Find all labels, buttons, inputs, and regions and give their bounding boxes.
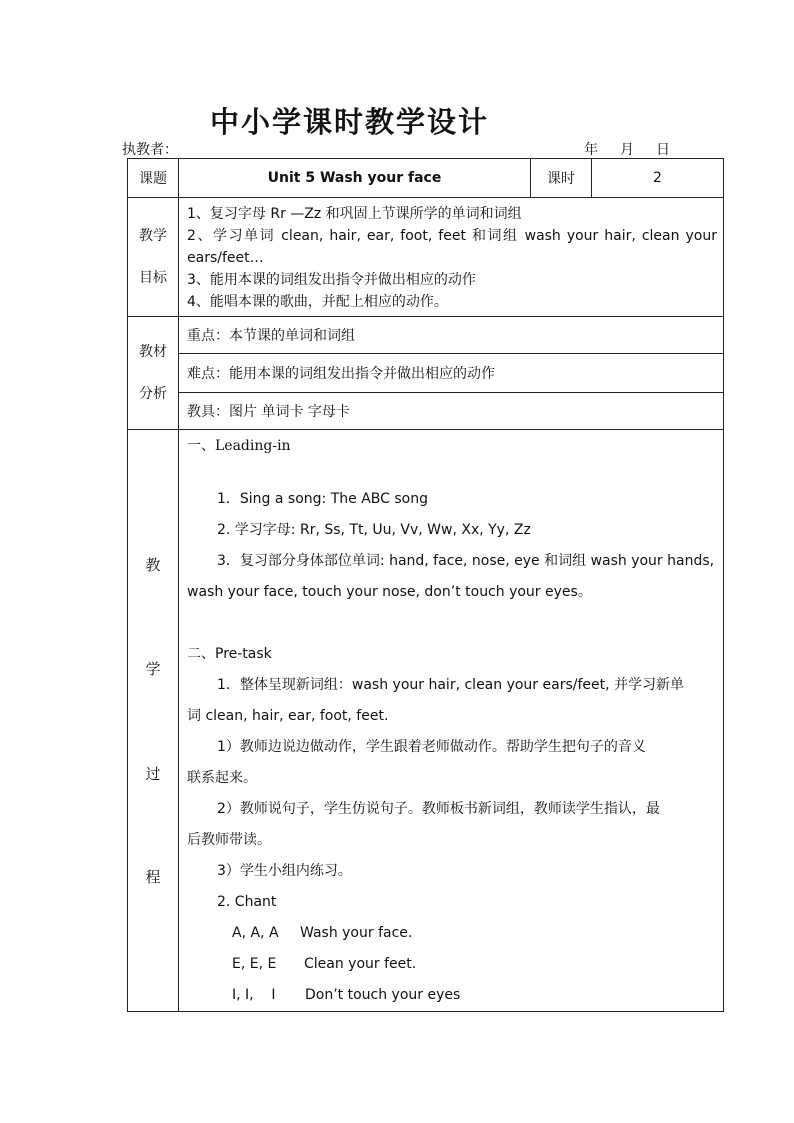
goals-label-1: 教学: [139, 228, 167, 244]
analysis-label: [128, 317, 179, 430]
teacher-label: 执教者：: [122, 142, 178, 158]
step: 2. Chant: [217, 894, 277, 910]
goals-content: [179, 198, 724, 317]
substep: 3）学生小组内练习。: [217, 863, 352, 879]
chant-line: [187, 980, 719, 1011]
date-line: [584, 139, 692, 159]
goal-item: 3、能用本课的词组发出指令并做出相应的动作: [187, 271, 476, 288]
process-label-char: 过: [145, 765, 161, 783]
lesson-plan-table: [127, 158, 724, 1012]
month-label: 月: [620, 142, 634, 158]
hours-value: 2: [592, 159, 724, 198]
page-title: 中小学课时教学设计: [210, 105, 490, 139]
process-label-char: 学: [145, 660, 161, 678]
process-label-char: 教: [145, 556, 161, 574]
process-row: [128, 430, 724, 1012]
key-point: 重点：本节课的单词和词组: [179, 317, 724, 354]
analysis-row-2: [128, 354, 724, 393]
step-continuation: 词 clean, hair, ear, foot, feet.: [187, 708, 389, 724]
analysis-label-1: 教材: [139, 344, 167, 360]
goals-label: [128, 198, 179, 317]
difficulty: 难点：能用本课的词组发出指令并做出相应的动作: [179, 354, 724, 393]
topic-row: [128, 159, 724, 198]
goals-row: [128, 198, 724, 317]
section-heading: 二、Pre-task: [187, 646, 272, 662]
chant-phrase: Clean your feet.: [304, 956, 417, 972]
substep: 2）教师说句子，学生仿说句子。教师板书新词组，教师读学生指认，最: [217, 801, 660, 817]
substep-continuation: 后教师带读。: [187, 832, 271, 848]
day-label: 日: [656, 142, 670, 158]
step-continuation: wash your face, touch your nose, don’t touch your eyes。: [187, 584, 592, 600]
goals-label-2: 目标: [139, 270, 167, 286]
chant-line: [187, 949, 719, 980]
step: 1．整体呈现新词组：wash your hair, clean your ears/feet, 并学习新单: [217, 677, 685, 693]
goal-item: 2、学习单词 clean, hair, ear, foot, feet 和词组 wash your hair, clean your ears/feet…: [187, 227, 717, 266]
process-label-char: 程: [145, 868, 161, 886]
hours-label: 课时: [531, 159, 592, 198]
chant-line: [187, 918, 719, 949]
chant-letters: I, I, I: [232, 987, 276, 1003]
teaching-tools: 教具：图片 单词卡 字母卡: [179, 393, 724, 430]
step: 3．复习部分身体部位单词: hand, face, nose, eye 和词组 wash your hands,: [217, 553, 715, 569]
chant-phrase: Wash your face.: [300, 925, 413, 941]
analysis-label-2: 分析: [139, 386, 167, 402]
chant-phrase: Don’t touch your eyes: [305, 987, 461, 1003]
process-content: [179, 430, 724, 1012]
goal-item: 1、复习字母 Rr —Zz 和巩固上节课所学的单词和词组: [187, 205, 522, 222]
step: 1．Sing a song: The ABC song: [217, 491, 428, 507]
chant-letters: A, A, A: [232, 925, 279, 941]
section-heading: 一、Leading-in: [187, 438, 291, 454]
analysis-row-3: [128, 393, 724, 430]
analysis-row-1: [128, 317, 724, 354]
substep: 1）教师边说边做动作，学生跟着老师做动作。帮助学生把句子的音义: [217, 739, 646, 755]
chant-letters: E, E, E: [232, 956, 277, 972]
process-label: [128, 430, 179, 1012]
goal-item: 4、能唱本课的歌曲，并配上相应的动作。: [187, 293, 448, 310]
topic-value: Unit 5 Wash your face: [179, 159, 531, 198]
year-label: 年: [584, 142, 598, 158]
step: 2. 学习字母: Rr, Ss, Tt, Uu, Vv, Ww, Xx, Yy, Zz: [217, 522, 531, 538]
topic-label: 课题: [128, 159, 179, 198]
substep-continuation: 联系起来。: [187, 770, 257, 786]
